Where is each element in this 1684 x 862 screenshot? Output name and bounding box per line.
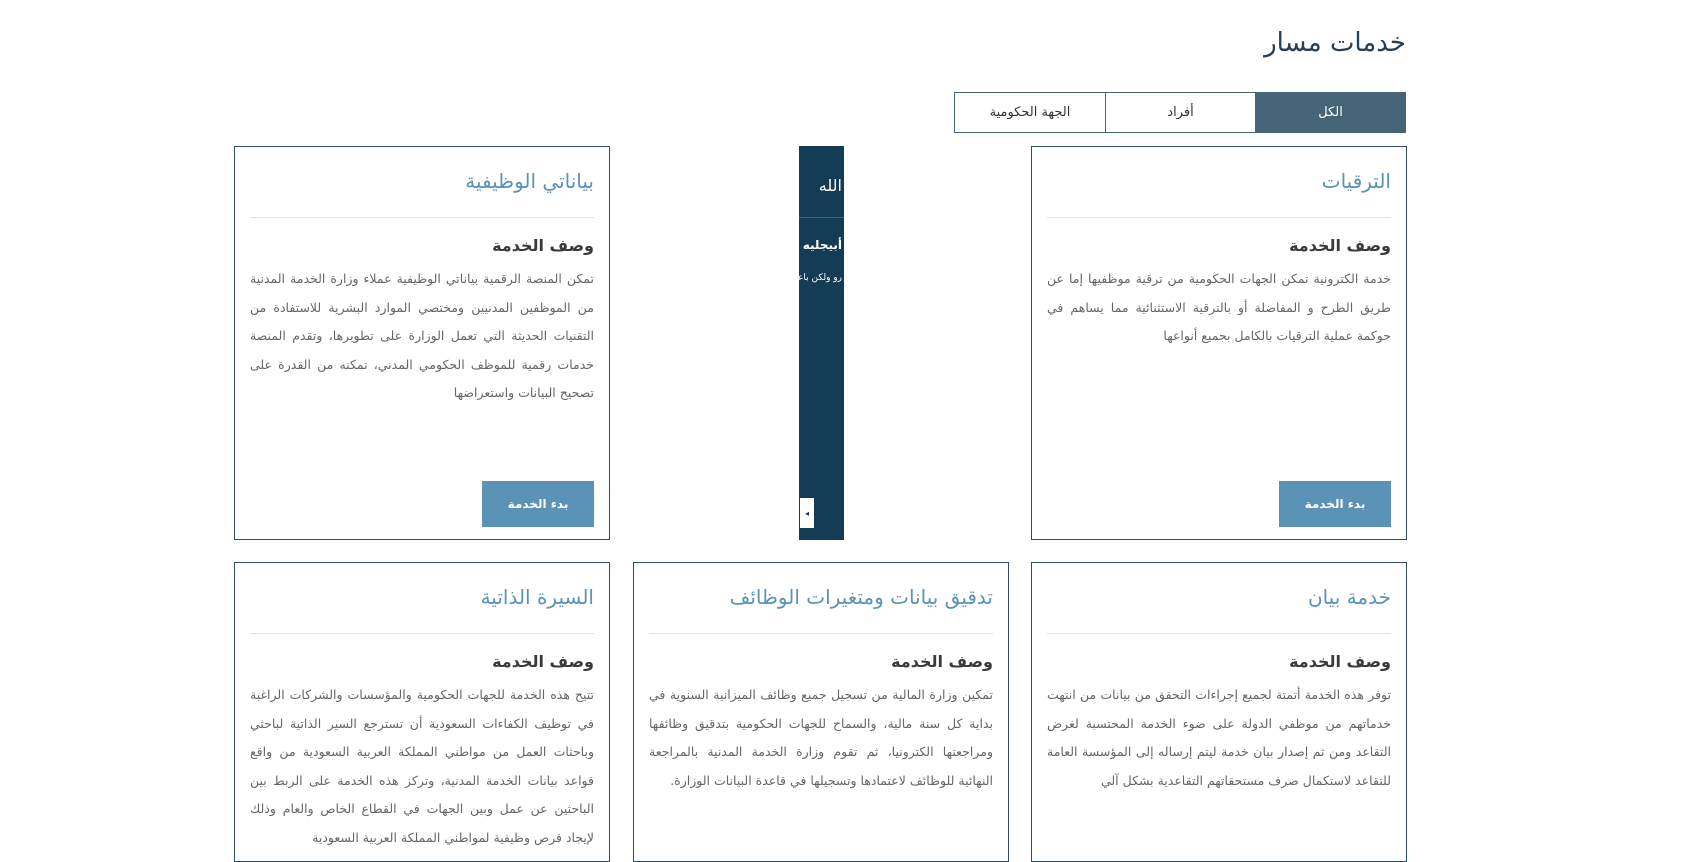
card-title: تدقيق بيانات ومتغيرات الوظائف — [649, 563, 993, 634]
description-heading: وصف الخدمة — [492, 652, 594, 671]
description-text: رو ولكن باعتمرتون و تشتيفني زدنا وزارة و سريلاد — [656, 273, 842, 283]
description-heading: وصف الخدمة — [492, 236, 594, 255]
start-service-button[interactable]: بدء الخدمة — [482, 481, 594, 527]
start-service-button[interactable]: ◂ — [800, 498, 814, 528]
description-text: خدمة الكترونية تمكن الجهات الحكومية من ترقية موظفيها إما عن طريق الطرح و المفاضلة أو بالترقية الاستثنائية مما يساهم في حوكمة عملية الترقيات بالكامل بجميع أنواعها — [1047, 271, 1391, 343]
page-title: خدمات مسار — [1264, 28, 1406, 58]
tab-individuals[interactable]: أفراد — [1105, 93, 1255, 132]
card-title: الله — [818, 176, 842, 195]
service-card-cv — [234, 562, 610, 862]
description-heading: وصف الخدمة — [1289, 236, 1391, 255]
description-text: تمكن المنصة الرقمية بياناتي الوظيفية عملاء وزارة الخدمة المدنية من الموظفين المدنيين ومختصي الموارد البشرية للاستفادة من التقنيات الحديثة التي تعمل الوزارة على تطويرها، وتقدم المنصة خدمات رقمية للموظف الحكومي المدني، تمكنه من القدرة على تصحيح البيانات واستعراضها — [250, 271, 594, 400]
description-text: تتيح هذه الخدمة للجهات الحكومية والمؤسسات والشركات الراغبة في توظيف الكفاءات السعودية أن تسترجع السير الذاتية لباحثي وباحثات العمل من مواطني المملكة العربية السعودية من واقع قواعد بيانات الخدمة المدنية، وتركز هذه الخدمة على الربط بين الباحثين عن عمل وبين الجهات في القطاع الخاص والعام وذلك لإيجاد فرص وظيفية لمواطني المملكة العربية السعودية — [250, 687, 594, 845]
service-card-my-job-data — [234, 146, 610, 540]
card-title: السيرة الذاتية — [250, 563, 594, 634]
card-title: الترقيات — [1047, 147, 1391, 218]
description-text: تمكين وزارة المالية من تسجيل جميع وظائف الميزانية السنوية في بداية كل سنة مالية، والسماح للجهات الحكومية بتدقيق وظائفها ومراجعتها الكترونيا، ثم تقوم وزارة الخدمة المدنية بالمراجعة النهائية للوظائف لاعتمادها وتسجيلها في قاعدة البيانات الوزارة. — [649, 687, 993, 788]
service-card-promotions — [1031, 146, 1407, 540]
service-card-bayan — [1031, 562, 1407, 862]
service-card-collapsed — [656, 146, 844, 540]
card-title: خدمة بيان — [1047, 563, 1391, 634]
divider — [799, 217, 844, 218]
card-title: بياناتي الوظيفية — [250, 147, 594, 218]
description-heading: وصف الخدمة — [1289, 652, 1391, 671]
tab-government-entity[interactable]: الجهة الحكومية — [955, 93, 1105, 132]
description-text: توفر هذه الخدمة أتمتة لجميع إجراءات التحقق من بيانات من انتهت خدماتهم من موظفي الدولة على ضوء الخدمة المحتسبة لغرض التقاعد ومن ثم إصدار بيان خدمة ليتم إرساله إلى المؤسسة العامة للتقاعد لاستكمال صرف مستحقاتهم التقاعدية بشكل آلي — [1047, 687, 1391, 788]
tab-all[interactable]: الكل — [1255, 93, 1405, 132]
filter-tabs — [954, 92, 1406, 133]
service-card-jobs-audit — [633, 562, 1009, 862]
description-heading: وصف الخدمة — [891, 652, 993, 671]
start-service-button[interactable]: بدء الخدمة — [1279, 481, 1391, 527]
description-heading: أبيجليه — [802, 238, 842, 252]
